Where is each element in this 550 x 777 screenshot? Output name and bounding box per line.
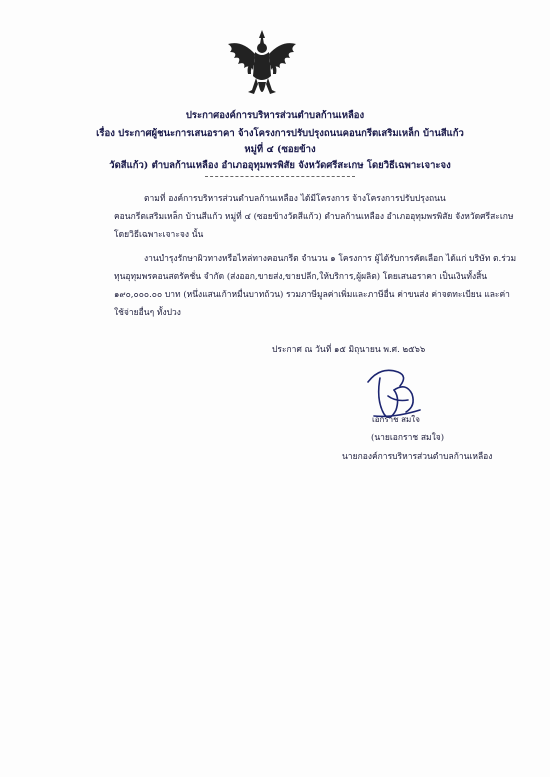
garuda-emblem-icon xyxy=(222,28,302,103)
signature-name: เอกราช สมใจ xyxy=(372,415,420,424)
announcement-date: ประกาศ ณ วันที่ ๑๕ มิถุนายน พ.ศ. ๒๕๖๖ xyxy=(272,345,426,355)
body-paragraph-1 xyxy=(114,190,514,244)
subject-line-1: เรื่อง ประกาศผู้ชนะการเสนอราคา จ้างโครงการปรับปรุงถนนคอนกรีตเสริมเหล็ก บ้านสีแก้ว หมู่ที่ ๔ (ซอยข้าง xyxy=(96,128,464,155)
announcement-subject xyxy=(95,126,465,174)
signer-full-name: (นายเอกราช สมใจ) xyxy=(371,433,445,443)
divider xyxy=(205,176,355,177)
paragraph-2-text: งานบำรุงรักษาผิวทางหรือไหล่ทางคอนกรีต จำนวน ๑ โครงการ ผู้ได้รับการคัดเลือก ได้แก่ บริษัท ต.ร่วมทุนอุทุมพรคอนสตรัคชั่น จำกัด (ส่งออก,ขายส่ง,ขายปลีก,ให้บริการ,ผู้ผลิต) โดยเสนอราคา เป็นเงินทั้งสิ้น ๑๙๐,๐๐๐.๐๐ บาท (หนึ่งแสนเก้าหมื่นบาทถ้วน) รวมภาษีมูลค่าเพิ่มและภาษีอื่น ค่าขนส่ง ค่าจดทะเบียน และค่าใช้จ่ายอื่นๆ ทั้งปวง xyxy=(114,254,517,318)
subject-line-2: วัดสีแก้ว) ตำบลก้านเหลือง อำเภออุทุมพรพิสัย จังหวัดศรีสะเกษ โดยวิธีเฉพาะเจาะจง xyxy=(109,160,451,171)
announcement-title: ประกาศองค์การบริหารส่วนตำบลก้านเหลือง xyxy=(185,110,365,121)
body-paragraph-2 xyxy=(114,250,519,322)
signer-position: นายกองค์การบริหารส่วนตำบลก้านเหลือง xyxy=(342,452,493,462)
paragraph-1-text: ตามที่ องค์การบริหารส่วนตำบลก้านเหลือง ได้มีโครงการ จ้างโครงการปรับปรุงถนนคอนกรีตเสริมเหล็ก บ้านสีแก้ว หมู่ที่ ๔ (ซอยข้างวัดสีแก้ว) ตำบลก้านเหลือง อำเภออุทุมพรพิสัย จังหวัดศรีสะเกษ โดยวิธีเฉพาะเจาะจง นั้น xyxy=(114,194,514,240)
